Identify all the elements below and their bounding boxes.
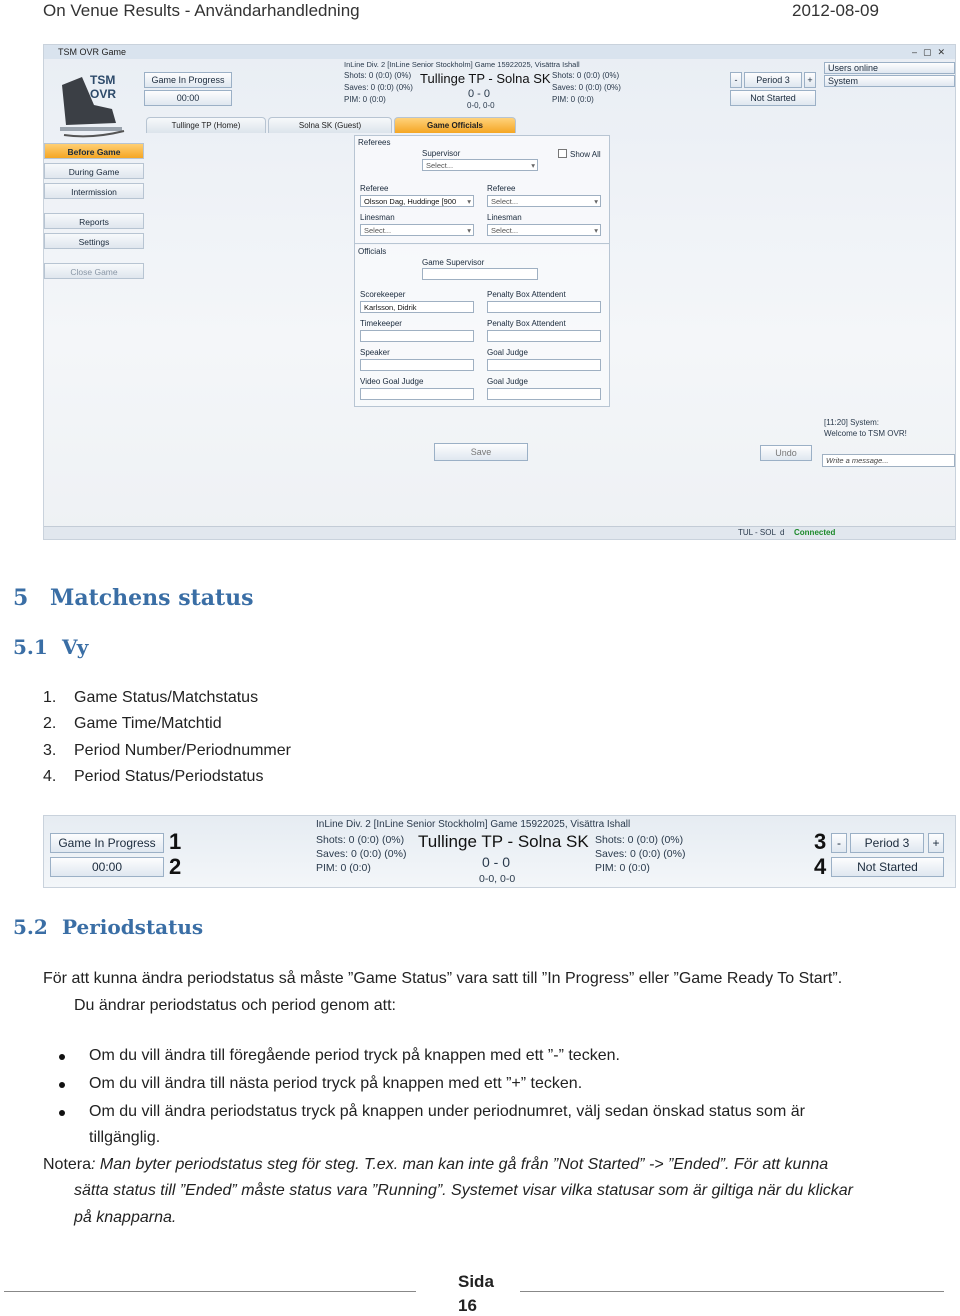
home-shots: Shots: 0 (0:0) (0%) [344, 71, 412, 80]
penalty-box1-field[interactable] [487, 301, 601, 313]
list-item-num: 2. [43, 715, 57, 732]
nav-intermission[interactable]: Intermission [44, 183, 144, 199]
score: 0 - 0 [468, 88, 491, 100]
tab-game-officials[interactable]: Game Officials [394, 117, 516, 133]
chat-message: Welcome to TSM OVR! [824, 429, 907, 438]
match-info: InLine Div. 2 [InLine Senior Stockholm] Game 15922025, Visättra Ishall [344, 60, 580, 69]
referee2-select[interactable]: Select... ▾ [487, 195, 601, 207]
section-52-title: Periodstatus [62, 915, 204, 939]
footer-rule-right [520, 1291, 944, 1292]
list-item: Period Number/Periodnummer [74, 742, 291, 759]
away-pim: PIM: 0 (0:0) [595, 862, 650, 874]
note-line-3: på knapparna. [74, 1209, 177, 1226]
bullet-icon [59, 1082, 65, 1088]
chat-time: [11:20] System: [824, 418, 879, 427]
period-status-button[interactable]: Not Started [831, 857, 944, 877]
penalty-box1-label: Penalty Box Attendent [487, 290, 566, 299]
away-pim: PIM: 0 (0:0) [552, 95, 594, 104]
game-time-button[interactable]: 00:00 [144, 90, 232, 106]
game-status-button[interactable]: Game In Progress [50, 833, 164, 853]
teams-title: Tullinge TP - Solna SK [420, 71, 551, 86]
referee2-label: Referee [487, 184, 516, 193]
section-51-number: 5.1 [13, 635, 48, 659]
app-screenshot-full [43, 44, 956, 540]
home-saves: Saves: 0 (0:0) (0%) [316, 848, 407, 860]
period-status-button[interactable]: Not Started [730, 90, 816, 106]
home-pim: PIM: 0 (0:0) [344, 95, 386, 104]
section-5-number: 5 [13, 585, 29, 611]
referee1-label: Referee [360, 184, 389, 193]
list-item-num: 4. [43, 768, 57, 785]
callout-4: 4 [814, 854, 827, 879]
scorekeeper-label: Scorekeeper [360, 290, 406, 299]
bullet-text: Om du vill ändra till nästa period tryck på knappen med ett ”+” tecken. [89, 1075, 583, 1092]
period-plus-button[interactable]: + [804, 72, 816, 88]
linesman1-label: Linesman [360, 213, 395, 222]
window-title: TSM OVR Game [58, 47, 127, 57]
game-status-button[interactable]: Game In Progress [144, 72, 232, 88]
users-online-tab[interactable]: Users online [824, 62, 955, 74]
callout-1: 1 [169, 829, 182, 854]
home-pim: PIM: 0 (0:0) [316, 862, 371, 874]
footer-page-label: Sida [458, 1272, 494, 1291]
officials-title: Officials [358, 247, 387, 256]
period-plus-button[interactable]: + [928, 833, 944, 853]
app-screenshot-scoreboard [43, 815, 956, 888]
list-item-num: 3. [43, 742, 57, 759]
bullet-icon [59, 1110, 65, 1116]
callout-2: 2 [169, 854, 182, 879]
system-tab[interactable]: System [824, 75, 955, 87]
nav-reports[interactable]: Reports [44, 213, 144, 229]
timekeeper-label: Timekeeper [360, 319, 402, 328]
footer-rule-left [4, 1291, 416, 1292]
teams-title: Tullinge TP - Solna SK [418, 832, 589, 851]
section-52-number: 5.2 [13, 915, 48, 939]
callout-3: 3 [814, 829, 827, 854]
home-saves: Saves: 0 (0:0) (0%) [344, 83, 413, 92]
undo-button[interactable]: Undo [760, 445, 812, 461]
game-time-button[interactable]: 00:00 [50, 857, 164, 877]
away-shots: Shots: 0 (0:0) (0%) [552, 71, 620, 80]
status-d: d [780, 528, 785, 537]
logo-text: TSM OVR [90, 73, 117, 101]
timekeeper-field[interactable] [360, 330, 474, 342]
window-titlebar [44, 45, 955, 59]
paragraph: För att kunna ändra periodstatus så måste ”Game Status” vara satt till ”In Progress” eller ”Game Ready To Start”. [43, 970, 843, 987]
period-minus-button[interactable]: - [730, 72, 742, 88]
doc-header-date: 2012-08-09 [792, 1, 879, 20]
period-scores: 0-0, 0-0 [479, 873, 516, 885]
linesman2-label: Linesman [487, 213, 522, 222]
period-scores: 0-0, 0-0 [467, 101, 495, 110]
nav-settings[interactable]: Settings [44, 233, 144, 249]
match-info: InLine Div. 2 [InLine Senior Stockholm] Game 15922025, Visättra Ishall [316, 819, 631, 830]
period-number-button[interactable]: Period 3 [744, 72, 802, 88]
period-minus-button[interactable]: - [831, 833, 847, 853]
video-goal-judge-field[interactable] [360, 388, 474, 400]
goal-judge1-label: Goal Judge [487, 348, 528, 357]
note-label: Notera [43, 1156, 92, 1173]
tab-guest-team[interactable]: Solna SK (Guest) [268, 117, 392, 133]
scorekeeper-field[interactable]: Karlsson, Didrik [360, 301, 474, 313]
period-number-button[interactable]: Period 3 [850, 833, 924, 853]
list-item: Period Status/Periodstatus [74, 768, 264, 785]
note-line-2: sätta status till ”Ended” måste status vara ”Running”. Systemet visar vilka statusar som är giltiga när du klickar [74, 1182, 853, 1199]
speaker-field[interactable] [360, 359, 474, 371]
bullet-icon [59, 1054, 65, 1060]
away-shots: Shots: 0 (0:0) (0%) [595, 834, 684, 846]
section-5-title: Matchens status [50, 585, 254, 611]
nav-close-game[interactable]: Close Game [44, 263, 144, 279]
show-all-checkbox[interactable] [558, 149, 601, 159]
away-saves: Saves: 0 (0:0) (0%) [595, 848, 686, 860]
note-line-1 [43, 1156, 828, 1174]
referee1-select[interactable]: Olsson Dag, Huddinge [900 ▾ [360, 195, 474, 207]
supervisor-select[interactable]: Select... ▾ [422, 159, 538, 171]
tsm-logo [52, 65, 138, 143]
away-saves: Saves: 0 (0:0) (0%) [552, 83, 621, 92]
bullet-text-cont: tillgänglig. [89, 1129, 161, 1146]
bullet-text: Om du vill ändra periodstatus tryck på knappen under periodnumret, välj sedan önskad status som är [89, 1103, 805, 1120]
nav-during-game[interactable]: During Game [44, 163, 144, 179]
goal-judge1-field[interactable] [487, 359, 601, 371]
status-teams: TUL - SOL [738, 528, 776, 537]
game-supervisor-label: Game Supervisor [422, 258, 485, 267]
paragraph: Du ändrar periodstatus och period genom att: [74, 997, 396, 1014]
speaker-label: Speaker [360, 348, 390, 357]
supervisor-label: Supervisor [422, 149, 461, 158]
list-item: Game Status/Matchstatus [74, 689, 259, 706]
linesman2-select[interactable]: Select... ▾ [487, 224, 601, 236]
list-item: Game Time/Matchtid [74, 715, 222, 732]
list-item-num: 1. [43, 689, 57, 706]
video-goal-judge-label: Video Goal Judge [360, 377, 424, 386]
game-supervisor-field[interactable] [422, 268, 538, 280]
bullet-text: Om du vill ändra till föregående period tryck på knappen med ett ”-” tecken. [89, 1047, 620, 1064]
linesman1-select[interactable]: Select... ▾ [360, 224, 474, 236]
nav-before-game[interactable]: Before Game [44, 143, 144, 159]
home-shots: Shots: 0 (0:0) (0%) [316, 834, 405, 846]
penalty-box2-field[interactable] [487, 330, 601, 342]
chat-input[interactable]: Write a message... [822, 454, 955, 467]
save-button[interactable]: Save [434, 443, 528, 461]
score: 0 - 0 [482, 854, 511, 870]
section-51-title: Vy [62, 635, 89, 659]
note-text: : Man byter periodstatus steg för steg. T.ex. man kan inte gå från ”Not Started” -> ”Ended”. För att kunna [91, 1156, 829, 1173]
referees-title: Referees [358, 138, 391, 147]
penalty-box2-label: Penalty Box Attendent [487, 319, 566, 328]
goal-judge2-field[interactable] [487, 388, 601, 400]
window-controls-icon[interactable]: –▢✕ [911, 47, 951, 57]
show-all-label: Show All [570, 150, 601, 159]
tab-home-team[interactable]: Tullinge TP (Home) [146, 117, 266, 133]
doc-header-title: On Venue Results - Användarhandledning [43, 1, 360, 20]
footer-page-number: 16 [458, 1296, 477, 1315]
status-connected: Connected [794, 528, 836, 537]
goal-judge2-label: Goal Judge [487, 377, 528, 386]
